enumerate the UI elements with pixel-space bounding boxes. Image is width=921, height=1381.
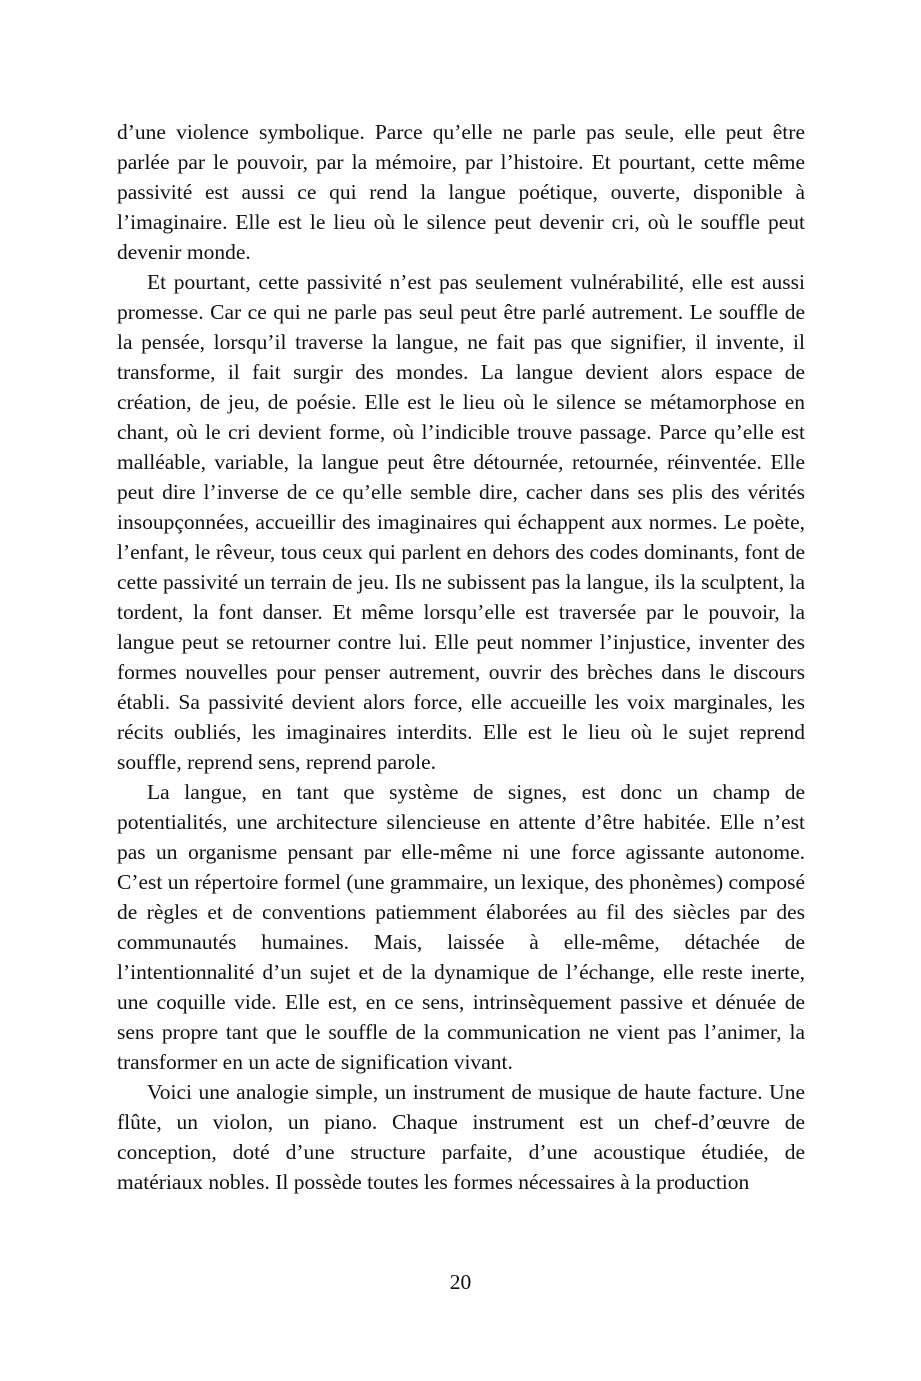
paragraph: Voici une analogie simple, un instrument de musique de haute facture. Une flûte, un violon, un piano. Chaque instrument est un chef-d’œuvre de conception, doté d’une structure parfaite, d’une acoustique étudiée, de matériaux nobles. Il possède toutes les formes nécessaires à la production (117, 1080, 805, 1194)
paragraph-continued: d’une violence symbolique. Parce qu’elle ne parle pas seule, elle peut être parlée par le pouvoir, par la mémoire, par l’histoire. Et pourtant, cette même passivité est aussi ce qui rend la langue poétique, ouverte, disponible à l’imaginaire. Elle est le lieu où le silence peut devenir cri, où le souffle peut devenir monde. (117, 120, 805, 264)
paragraph: La langue, en tant que système de signes, est donc un champ de potentialités, une architecture silencieuse en attente d’être habitée. Elle n’est pas un organisme pensant par elle-même ni une force agissante autonome. C’est un répertoire formel (une grammaire, un lexique, des phonèmes) composé de règles et de conventions patiemment élaborées au fil des siècles par des communautés humaines. Mais, laissée à elle-même, détachée de l’intentionnalité d’un sujet et de la dynamique de l’échange, elle reste inerte, une coquille vide. Elle est, en ce sens, intrinsèquement passive et dénuée de sens propre tant que le souffle de la communication ne vient pas l’animer, la transformer en un acte de signification vivant. (117, 780, 805, 1074)
page-number: 20 (449, 1270, 472, 1294)
paragraph: Et pourtant, cette passivité n’est pas seulement vulnérabilité, elle est aussi promesse. Car ce qui ne parle pas seul peut être parlé autrement. Le souffle de la pensée, lorsqu’il traverse la langue, ne fait pas que signifier, il invente, il transforme, il fait surgir des mondes. La langue devient alors espace de création, de jeu, de poésie. Elle est le lieu où le silence se métamorphose en chant, où le cri devient forme, où l’indicible trouve passage. Parce qu’elle est malléable, variable, la langue peut être détournée, retournée, réinventée. Elle peut dire l’inverse de ce qu’elle semble dire, cacher dans ses plis des vérités insoupçonnées, accueillir des imaginaires qui échappent aux normes. Le poète, l’enfant, le rêveur, tous ceux qui parlent en dehors des codes dominants, font de cette passivité un terrain de jeu. Ils ne subissent pas la langue, ils la sculptent, la tordent, la font danser. Et même lorsqu’elle est traversée par le pouvoir, la langue peut se retourner contre lui. Elle peut nommer l’injustice, inventer des formes nouvelles pour penser autrement, ouvrir des brèches dans le discours établi. Sa passivité devient alors force, elle accueille les voix marginales, les récits oubliés, les imaginaires interdits. Elle est le lieu où le sujet reprend souffle, reprend sens, reprend parole. (117, 270, 805, 774)
body-text (117, 117, 805, 1197)
